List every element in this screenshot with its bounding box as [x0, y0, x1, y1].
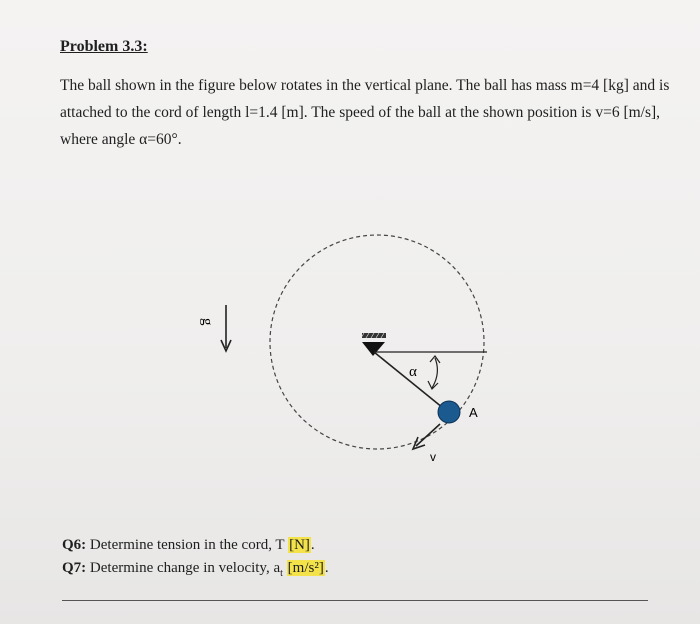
- answer-rule: [62, 600, 648, 601]
- q7-label: Q7:: [62, 560, 87, 576]
- gravity-arrow-icon: [221, 305, 231, 351]
- question-q6: [62, 537, 315, 554]
- question-q7: [62, 560, 329, 579]
- angle-label: α: [409, 364, 417, 380]
- velocity-label: v: [430, 450, 436, 464]
- statement-line-3: where angle α=60°.: [60, 131, 182, 148]
- q6-end: .: [310, 537, 315, 553]
- problem-title: Problem 3.3:: [60, 38, 148, 55]
- q6-unit: [N]: [289, 537, 310, 553]
- q6-text: Determine tension in the cord, T: [86, 537, 289, 553]
- q7-text: Determine change in velocity, a: [86, 560, 281, 576]
- point-label-a: A: [469, 405, 478, 420]
- statement-line-1: The ball shown in the figure below rotates in the vertical plane. The ball has mass m=4 [kg] and is: [60, 77, 670, 94]
- q7-unit: [m/s²]: [287, 560, 324, 576]
- cord: [374, 352, 448, 412]
- q6-label: Q6:: [62, 537, 87, 553]
- statement-line-2: attached to the cord of length l=1.4 [m]. The speed of the ball at the shown position is v=6 [m/s],: [60, 104, 661, 121]
- q7-end: .: [324, 560, 329, 576]
- ball: [438, 401, 460, 423]
- gravity-label: g: [199, 318, 215, 326]
- velocity-arrow-icon: [413, 424, 440, 449]
- angle-arc-icon: [428, 356, 440, 389]
- q7-subscript: t: [280, 568, 283, 579]
